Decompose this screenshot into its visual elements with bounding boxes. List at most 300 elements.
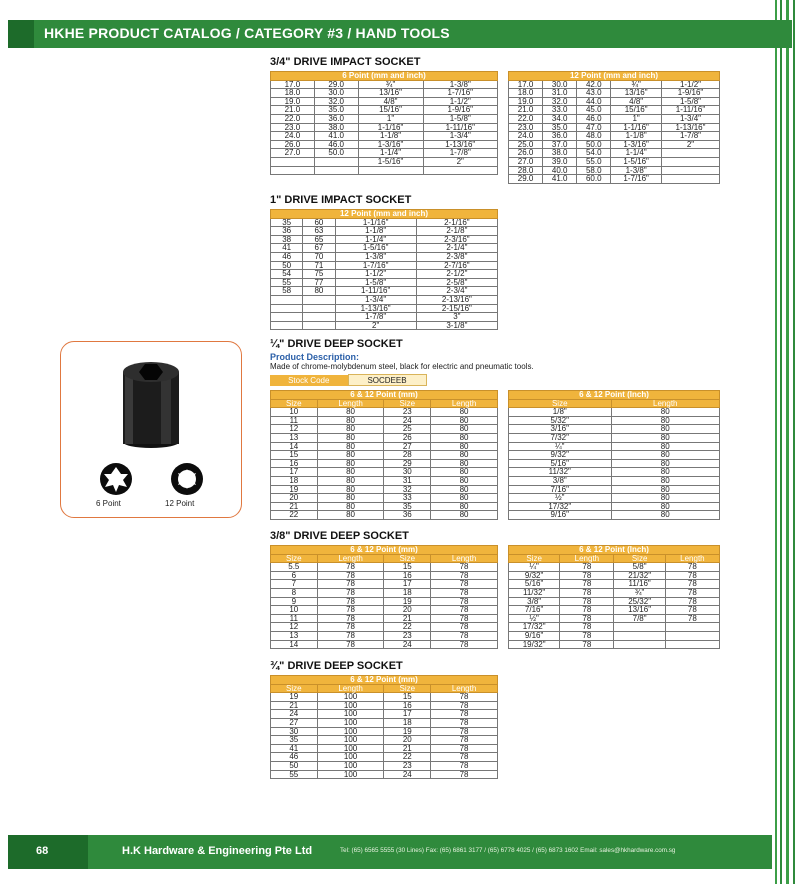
table-cell: 1-1/8" [358,132,423,141]
table-row [509,485,720,494]
table-cell: 1-1/4" [358,149,423,158]
table-cell: 80 [431,433,498,442]
table-cell [661,166,719,175]
column-header: Length [431,399,498,408]
table-cell: 1-3/4" [423,132,497,141]
table-cell: 29.0 [509,175,543,184]
column-header: Size [384,684,431,693]
table-cell: 1-5/8" [335,278,416,287]
table-caption-row [271,72,498,81]
table-cell: 9/16" [509,631,560,640]
table-cell: 38 [271,235,303,244]
table-cell: 80 [611,476,719,485]
table-cell: 19 [271,485,318,494]
table-cell: 19 [384,597,431,606]
table-cell: 1-7/16" [611,175,662,184]
table-caption: 6 Point (mm and inch) [271,72,498,81]
table-cell: 75 [303,270,335,279]
table-cell: 22 [384,753,431,762]
table-cell: 63 [303,227,335,236]
table-cell: 15/16" [611,106,662,115]
table-row [509,511,720,520]
table-row [271,511,498,520]
table-cell: 80 [611,459,719,468]
column-header: Length [317,684,384,693]
table-cell: 78 [317,571,384,580]
column-header: Size [271,684,318,693]
column-header: Size [271,399,318,408]
table-cell: 17/32" [509,502,612,511]
table-cell: 80 [611,408,719,417]
table-row [271,408,498,417]
table-cell: 27 [384,442,431,451]
table-row [271,252,498,261]
table-1-impact [270,209,498,330]
table-cell: 80 [431,451,498,460]
table-cell: 80 [317,451,384,460]
table-cell: 78 [560,631,614,640]
table-cell: 47.0 [577,123,611,132]
table-cell: 5.5 [271,563,318,572]
table-cell: 2-1/2" [416,270,497,279]
table-cell: 78 [431,640,498,649]
table-cell: 1-5/8" [423,114,497,123]
table-cell: 36 [384,511,431,520]
table-cell: 13/16" [614,606,665,615]
table-cell: 1-7/16" [335,261,416,270]
table-caption-row [509,72,720,81]
table-caption-row [271,210,498,219]
table-cell: 2-1/4" [416,244,497,253]
table-cell: 58 [271,287,303,296]
table-row [509,425,720,434]
table-cell: 78 [560,614,614,623]
stock-code-label: Stock Code [270,375,348,386]
table-cell: 100 [317,693,384,702]
table-cell: 4/8" [611,97,662,106]
table-row [509,468,720,477]
table-cell: 78 [665,614,719,623]
column-header: Length [317,399,384,408]
table-cell: 21.0 [509,106,543,115]
table-cell: ½" [509,494,612,503]
table-cell: 71 [303,261,335,270]
table-row [271,433,498,442]
table-cell: 25/32" [614,597,665,606]
column-header: Length [665,554,719,563]
table-cell: 80 [317,485,384,494]
table-cell: 36 [271,227,303,236]
table-cell: 11 [271,614,318,623]
table-cell: 100 [317,761,384,770]
table-cell: ¼" [509,563,560,572]
table-38-deep-mm [270,545,498,649]
table-row [271,494,498,503]
table-cell: ½" [509,614,560,623]
table-caption: 12 Point (mm and inch) [271,210,498,219]
table-row [271,718,498,727]
table-cell: 2-13/16" [416,295,497,304]
table-cell: 2-3/16" [416,235,497,244]
table-cell: 80 [431,408,498,417]
table-cell: 78 [431,597,498,606]
table-cell: 28.0 [509,166,543,175]
table-cell: 30.0 [314,89,358,98]
table-caption-row [271,676,498,685]
table-cell: 42.0 [577,80,611,89]
table-cell: 38.0 [314,123,358,132]
table-cell: 50 [271,261,303,270]
table-cell: 7/16" [509,606,560,615]
table-cell: 9/32" [509,571,560,580]
table-cell: 1-7/16" [423,89,497,98]
table-row [271,114,498,123]
table-cell: 24 [384,640,431,649]
stock-code-value: SOCDEEB [348,375,426,386]
table-cell: 58.0 [577,166,611,175]
table-row [509,502,720,511]
table-row [271,736,498,745]
table-row [509,640,720,649]
table-cell: 1-1/4" [611,149,662,158]
table-cell: 2-15/16" [416,304,497,313]
table-cell: 80 [611,442,719,451]
table-cell: 13 [271,433,318,442]
table-cell: 100 [317,701,384,710]
table-cell [303,304,335,313]
table-cell: 1" [358,114,423,123]
table-row [271,157,498,166]
table-cell: 36.0 [314,114,358,123]
table-cell: 65 [303,235,335,244]
label-6-point: 6 Point [96,499,121,508]
table-cell: 32 [384,485,431,494]
table-cell: 1-3/8" [611,166,662,175]
table-cell: 3/16" [509,425,612,434]
table-cell: 54.0 [577,149,611,158]
table-cell: 80 [317,494,384,503]
table-cell: 46.0 [314,140,358,149]
table-cell: 80 [431,416,498,425]
table-cell: 2-5/8" [416,278,497,287]
column-header: Length [431,554,498,563]
table-cell: 23 [384,631,431,640]
table-cell: 35.0 [543,123,577,132]
table-cell: 78 [431,571,498,580]
table-cell: 1-1/4" [335,235,416,244]
table-cell: 78 [431,580,498,589]
table-cell: 78 [431,623,498,632]
table-cell: 1-1/2" [661,80,719,89]
table-cell: 80 [611,468,719,477]
table-cell: 80 [611,451,719,460]
table-cell: 41 [271,744,318,753]
column-header: Size [509,554,560,563]
table-cell: 24 [384,770,431,779]
table-cell: 80 [611,485,719,494]
table-cell [314,157,358,166]
table-cell: 36.0 [543,132,577,141]
table-cell: 45.0 [577,106,611,115]
column-header: Length [431,684,498,693]
table-cell: 78 [431,727,498,736]
table-cell: 55.0 [577,157,611,166]
table-cell: 26 [384,433,431,442]
page-header [8,20,792,48]
table-cell: 20 [384,606,431,615]
table-cell: 15 [384,693,431,702]
table-cell: 1-11/16" [661,106,719,115]
table-cell: 32.0 [314,97,358,106]
table-cell: 28 [384,451,431,460]
table-cell: 26.0 [271,140,315,149]
table-row [509,166,720,175]
table-cell: 80 [611,425,719,434]
table-cell: 15 [271,451,318,460]
table-cell: 16 [384,701,431,710]
column-header: Size [509,399,612,408]
table-cell: 35 [271,218,303,227]
table-cell: 80 [317,468,384,477]
table-cell: 1-5/16" [358,157,423,166]
table-cell [271,313,303,322]
table-row [271,640,498,649]
table-cell: 80 [611,433,719,442]
table-cell: 9 [271,597,318,606]
table-cell: 78 [560,580,614,589]
table-cell: 1-3/8" [335,252,416,261]
table-row [509,494,720,503]
company-name: H.K Hardware & Engineering Pte Ltd [122,845,313,857]
table-cell: 14 [271,640,318,649]
table-cell: 30 [271,727,318,736]
table-cell: 33 [384,494,431,503]
table-cell [614,640,665,649]
table-cell: 23.0 [509,123,543,132]
table-row [271,631,498,640]
table-cell: 2-1/16" [416,218,497,227]
table-cell: 20 [271,494,318,503]
column-header: Length [611,399,719,408]
table-cell: 19 [384,727,431,736]
table-cell: 7 [271,580,318,589]
section-title-34-deep: ¾" DRIVE DEEP SOCKET [270,660,403,672]
table-cell: 26.0 [509,149,543,158]
table-row [509,157,720,166]
table-cell: 1-3/8" [423,80,497,89]
table-cell [303,295,335,304]
table-cell: 23 [384,761,431,770]
table-row [271,132,498,141]
column-header: Length [560,554,614,563]
table-cell: 35.0 [314,106,358,115]
table-row [509,408,720,417]
table-cell: 44.0 [577,97,611,106]
table-row [509,459,720,468]
table-cell: 22.0 [509,114,543,123]
table-row [509,606,720,615]
table-cell: 27.0 [271,149,315,158]
table-14-deep-mm [270,390,498,520]
table-caption: 6 & 12 Point (mm) [271,546,498,555]
table-cell: 18 [384,718,431,727]
table-cell: 17 [271,468,318,477]
table-row [271,588,498,597]
table-cell: 60 [303,218,335,227]
table-cell: 12 [271,623,318,632]
table-row [271,451,498,460]
table-cell: 20 [384,736,431,745]
table-cell: 41.0 [314,132,358,141]
table-row [271,761,498,770]
table-cell: 25 [384,425,431,434]
table-cell: 78 [665,563,719,572]
table-cell: 17/32" [509,623,560,632]
table-cell: 23.0 [271,123,315,132]
table-cell: ¼" [509,442,612,451]
table-cell [661,175,719,184]
table-cell: 12 [271,425,318,434]
table-cell: 46 [271,753,318,762]
table-cell: 78 [317,640,384,649]
table-row [509,442,720,451]
table-row [271,227,498,236]
table-cell: 50.0 [577,140,611,149]
table-cell: 1-5/16" [611,157,662,166]
table-cell: 37.0 [543,140,577,149]
table-cell: 1-11/16" [335,287,416,296]
table-cell: 7/32" [509,433,612,442]
table-cell: 16 [384,571,431,580]
table-cell: 78 [431,736,498,745]
table-cell: 1-1/8" [611,132,662,141]
table-cell: 1-13/16" [335,304,416,313]
table-cell: 1-7/8" [661,132,719,141]
table-cell: 46 [271,252,303,261]
table-cell: 78 [431,588,498,597]
table-cell: 80 [317,459,384,468]
table-row [271,295,498,304]
table-cell: 78 [560,606,614,615]
table-cell: 78 [560,640,614,649]
table-cell: 67 [303,244,335,253]
table-row [271,166,498,175]
table-cell: 3" [416,313,497,322]
table-cell: 1-3/4" [661,114,719,123]
table-cell: 78 [317,588,384,597]
table-cell: 80 [431,442,498,451]
table-cell: 78 [317,606,384,615]
table-cell: 5/8" [614,563,665,572]
table-cell: 11 [271,416,318,425]
table-row [271,89,498,98]
table-row [509,175,720,184]
table-cell: 43.0 [577,89,611,98]
table-cell: 80 [317,511,384,520]
stock-code [270,374,427,386]
table-row [271,270,498,279]
table-cell: 80 [317,433,384,442]
table-cell: 100 [317,753,384,762]
table-cell: 80 [317,442,384,451]
table-cell: 60.0 [577,175,611,184]
table-cell: 11/32" [509,468,612,477]
table-cell: 2" [661,140,719,149]
table-cell: 24 [271,710,318,719]
table-cell: 35 [384,502,431,511]
table-cell: 2-7/16" [416,261,497,270]
table-cell: 6 [271,571,318,580]
table-cell: 1-9/16" [661,89,719,98]
table-cell: 80 [431,485,498,494]
table-cell: 78 [431,718,498,727]
table-cell [358,166,423,175]
table-row [271,770,498,779]
table-cell: 78 [560,571,614,580]
table-cell: 78 [665,597,719,606]
table-cell: 80 [431,502,498,511]
table-cell: 100 [317,744,384,753]
table-cell: 78 [665,580,719,589]
table-cell [614,623,665,632]
table-cell: 1-3/4" [335,295,416,304]
table-cell: 2-1/8" [416,227,497,236]
table-row [509,114,720,123]
table-cell: 80 [317,408,384,417]
table-cell: 78 [317,597,384,606]
table-cell: 80 [317,502,384,511]
table-cell: 10 [271,408,318,417]
table-34-impact-6pt [270,71,498,175]
table-cell: 46.0 [577,114,611,123]
table-cell: 78 [317,614,384,623]
socket-illustration [61,342,243,519]
table-cell: 78 [431,744,498,753]
table-cell: 78 [431,753,498,762]
table-34-impact-12pt [508,71,720,184]
table-cell: 19.0 [509,97,543,106]
table-cell: 2-3/4" [416,287,497,296]
contact-info: Tel: (65) 6565 5555 (30 Lines) Fax: (65) 6861 3177 / (65) 6778 4025 / (65) 6873 1602 Email: sales@hkhardware.com.sg [340,847,676,854]
table-cell: 78 [665,606,719,615]
decorative-stripes [772,0,800,884]
table-cell: 80 [431,476,498,485]
table-cell: 17 [384,580,431,589]
table-cell: 1-11/16" [423,123,497,132]
table-cell: 80 [611,416,719,425]
table-cell: 21 [271,502,318,511]
table-cell: 78 [560,563,614,572]
table-cell: 3/8" [509,597,560,606]
page-number: 68 [8,835,88,869]
table-caption: 6 & 12 Point (Inch) [509,546,720,555]
table-cell: 80 [611,502,719,511]
table-cell [303,321,335,330]
column-header: Size [614,554,665,563]
section-title-34-impact: 3/4" DRIVE IMPACT SOCKET [270,56,421,68]
table-cell [665,623,719,632]
table-row [271,476,498,485]
table-cell: 22 [271,511,318,520]
table-cell: 80 [317,425,384,434]
table-cell: 78 [431,614,498,623]
table-cell: 80 [431,494,498,503]
section-title-14-deep: ¼" DRIVE DEEP SOCKET [270,338,403,350]
table-cell: 1-5/8" [661,97,719,106]
table-cell: 24.0 [509,132,543,141]
table-cell: 78 [560,623,614,632]
table-cell: 78 [431,563,498,572]
